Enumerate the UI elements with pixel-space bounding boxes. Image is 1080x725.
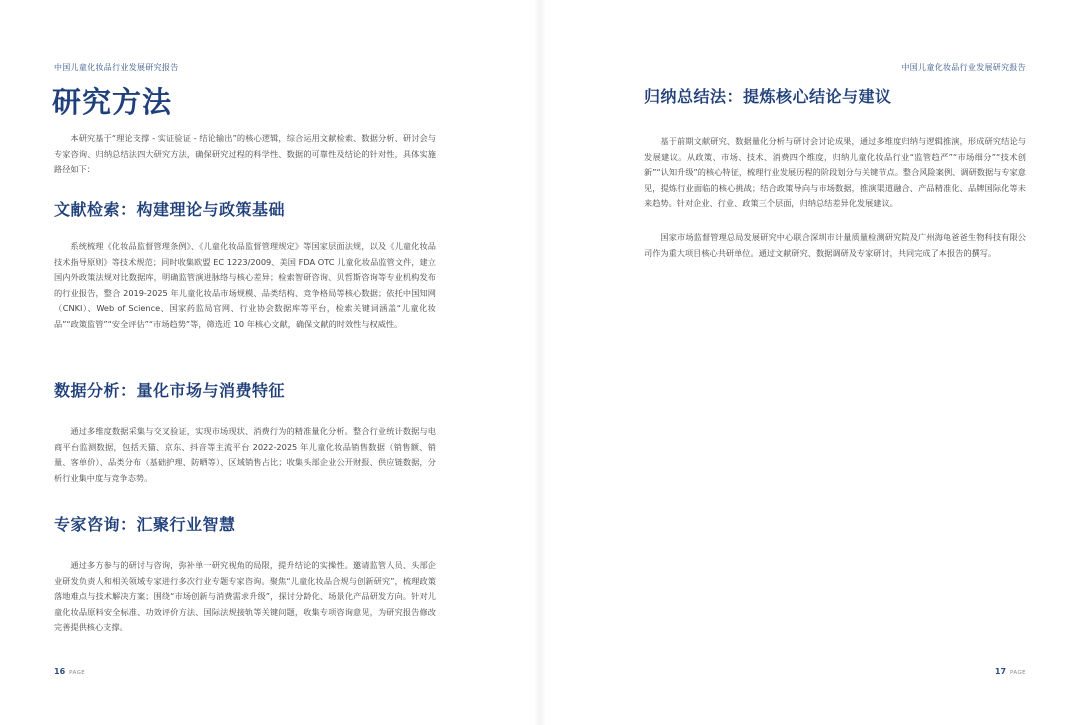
section-body-literature: 系统梳理《化妆品监督管理条例》、《儿童化妆品监督管理规定》等国家层面法规，以及《儿童化妆品技术指导原则》等技术规范；同时收集欧盟 EC 1223/2009、美国 FDA OTC 儿童化妆品监管文件，建立国内外政策法规对比数据库，明确监管演进脉络与核心差异；检索智研咨询、贝哲斯咨询等专业机构发布的行业报告，整合 2019-2025 年儿童化妆品市场规模、品类结构、竞争格局等核心数据；依托中国知网（CNKI）、Web of Science、国家药监局官网、行业协会数据库等平台，检索关键词涵盖“儿童化妆品”“政策监管”“安全评估”“市场趋势”等，筛选近 10 年核心文献，确保文献的时效性与权威性。 [54,241,436,329]
credits-paragraph: 国家市场监督管理总局发展研究中心联合深圳市计量质量检测研究院及广州海龟爸爸生物科技有限公司作为重大项目核心共研单位。通过文献研究、数据调研及专家研讨，共同完成了本报告的撰写。 [644,232,1026,258]
section-title-expert-consult: 专家咨询：汇聚行业智慧 [54,515,236,534]
running-header: 中国儿童化妆品行业发展研究报告 [54,63,179,72]
section-title-data-analysis: 数据分析：量化市场与消费特征 [54,381,286,400]
right-page [540,0,1080,725]
section-body-expert-consult: 通过多方参与的研讨与咨询，弥补单一研究视角的局限，提升结论的实操性。邀请监管人员、头部企业研发负责人和相关领域专家进行多次行业专题专家咨询。聚焦“儿童化妆品合规与创新研究”，梳理政策落地难点与技术解决方案；围绕“市场创新与消费需求升级”，探讨分龄化、场景化产品研发方向。针对儿童化妆品原料安全标准、功效评价方法、国际法规接轨等关键问题，收集专项咨询意见，为研究报告修改完善提供核心支撑。 [54,560,436,633]
page-word: PAGE [69,670,86,676]
page-footer [995,667,1026,676]
page-number: 17 [994,667,1007,676]
section-title-summary: 归纳总结法：提炼核心结论与建议 [644,87,892,106]
page-title: 研究方法 [52,85,173,119]
summary-paragraph: 基于前期文献研究、数据量化分析与研讨会讨论成果，通过多维度归纳与逻辑推演，形成研究结论与发展建议。从政策、市场、技术、消费四个维度，归纳儿童化妆品行业“监管趋严”“市场细分”“技术创新”“认知升级”的核心特征，梳理行业发展历程的阶段划分与关键节点。整合风险案例、调研数据与专家意见，提炼行业面临的核心挑战；结合政策导向与市场数据，推演渠道融合、产品精准化、品牌国际化等未来趋势。针对企业、行业、政策三个层面，归纳总结差异化发展建议。 [644,136,1026,209]
running-header: 中国儿童化妆品行业发展研究报告 [901,63,1026,72]
section-title-literature: 文献检索：构建理论与政策基础 [54,200,286,219]
page-number: 16 [54,667,66,676]
page-footer [54,667,85,676]
page-word: PAGE [1010,670,1026,676]
intro-paragraph: 本研究基于“理论支撑 - 实证验证 - 结论输出”的核心逻辑，综合运用文献检索、数据分析、研讨会与专家咨询、归纳总结法四大研究方法，确保研究过程的科学性、数据的可靠性及结论的针对性，具体实施路径如下： [54,133,436,175]
section-body-data-analysis: 通过多维度数据采集与交叉验证，实现市场现状、消费行为的精准量化分析。整合行业统计数据与电商平台监测数据，包括天猫、京东、抖音等主流平台 2022-2025 年儿童化妆品销售数据（销售额、销量、客单价）、品类分布（基础护理、防晒等）、区域销售占比；收集头部企业公开财报、供应链数据，分析行业集中度与竞争态势。 [54,426,436,483]
